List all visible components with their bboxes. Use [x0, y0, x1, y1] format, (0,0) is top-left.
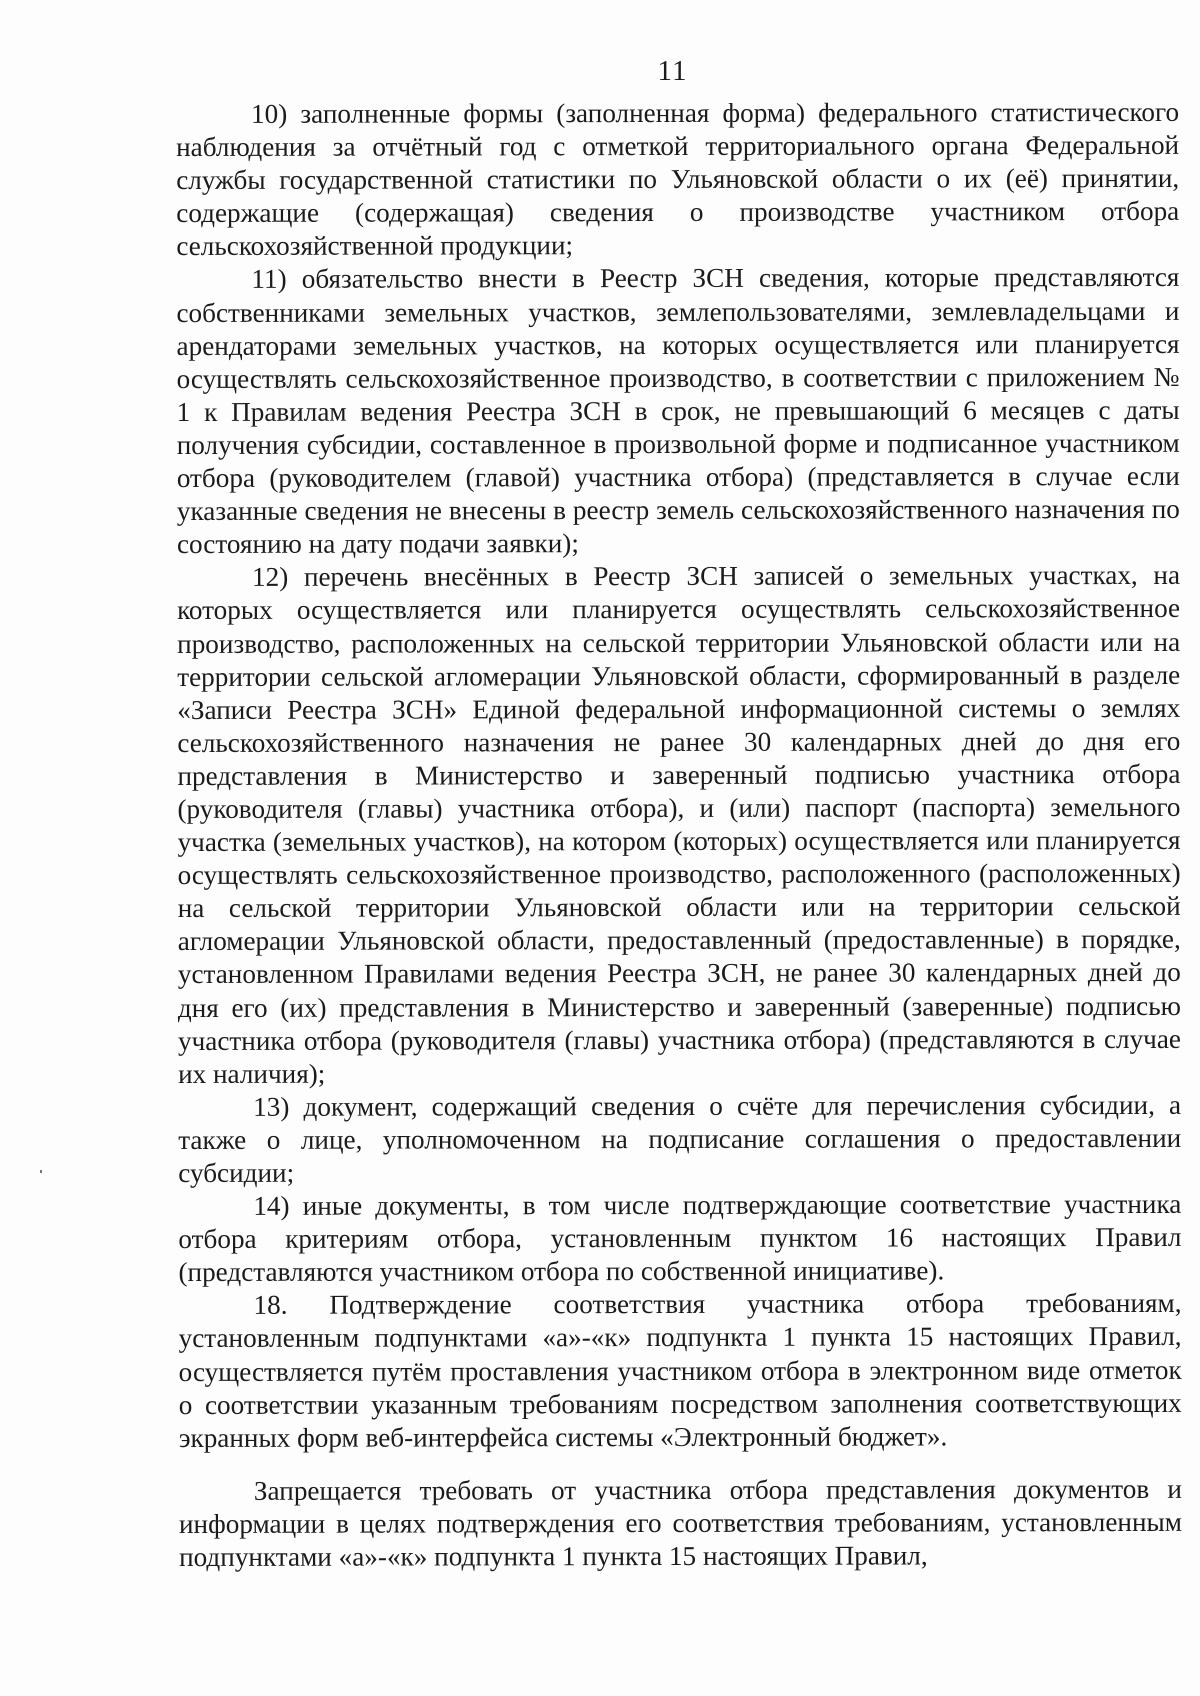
paragraph-item-12: 12) перечень внесённых в Реестр ЗСН записей о земельных участках, на которых осуществляется или планируется осуществлять сельскохозяйственное производство, расположенных на сельской территории Ульяновской области или на территории сельской агломерации Ульяновской области, сформированный в разделе «Записи Реестра ЗСН» Единой федеральной информационной системы о землях сельскохозяйственного назначения не ранее 30 календарных дней до дня его представления в Министерство и заверенный подписью участника отбора (руководителя (главы) участника отбора), и (или) паспорт (паспорта) земельного участка (земельных участков), на котором (которых) осуществляется или планируется осуществлять сельскохозяйственное производство, расположенного (расположенных) на сельской территории Ульяновской области или на территории сельской агломерации Ульяновской области, предоставленный (предоставленные) в порядке, установленном Правилами ведения Реестра ЗСН, не ранее 30 календарных дней до дня его (их) представления в Министерство и заверенный (заверенные) подписью участника отбора (руководителя (главы) участника отбора) (представляются в случае их наличия);	[177, 560, 1182, 1089]
page-number: 11	[657, 55, 688, 87]
paragraph-item-13: 13) документ, содержащий сведения о счёте для перечисления субсидии, а также о лице, уполномоченном на подписание соглашения о предоставлении субсидии;	[178, 1089, 1182, 1188]
paragraph-item-10: 10) заполненные формы (заполненная форма) федерального статистического наблюдения за отчётный год с отметкой территориального органа Федеральной службы государственной статистики по Ульяновской области о их (её) принятии, содержащие (содержащая) сведения о производстве участником отбора сельскохозяйственной продукции;	[176, 96, 1180, 262]
document-body	[176, 96, 1182, 1574]
paragraph-item-14: 14) иные документы, в том числе подтверждающие соответствие участника отбора критериям отбора, установленным пунктом 16 настоящих Правил (представляются участником отбора по собственной инициативе).	[178, 1188, 1182, 1288]
paragraph-item-11: 11) обязательство внести в Реестр ЗСН сведения, которые представляются собственниками земельных участков, землепользователями, землевладельцами и арендаторами земельных участков, на которых осуществляется или планируется осуществлять сельскохозяйственное производство, в соответствии с приложением № 1 к Правилам ведения Реестра ЗСН в срок, не превышающий 6 месяцев с даты получения субсидии, составленное в произвольной форме и подписанное участником отбора (руководителем (главой) участника отбора) (представляется в случае если указанные сведения не внесены в реестр земель сельскохозяйственного назначения по состоянию на дату подачи заявки);	[176, 262, 1180, 560]
paragraph-clause-18: 18. Подтверждение соответствия участника отбора требованиям, установленным подпунктами «а»-«к» подпункта 1 пункта 15 настоящих Правил, осуществляется путём проставления участником отбора в электронном виде отметок о соответствии указанным требованиям посредством заполнения соответствующих экранных форм веб-интерфейса системы «Электронный бюджет».	[178, 1288, 1182, 1453]
scan-speck	[40, 1170, 42, 1173]
paragraph-prohibition: Запрещается требовать от участника отбора представления документов и информации в целях подтверждения его соответствия требованиям, установленным подпунктами «а»-«к» подпункта 1 пункта 15 настоящих Правил,	[178, 1473, 1183, 1573]
